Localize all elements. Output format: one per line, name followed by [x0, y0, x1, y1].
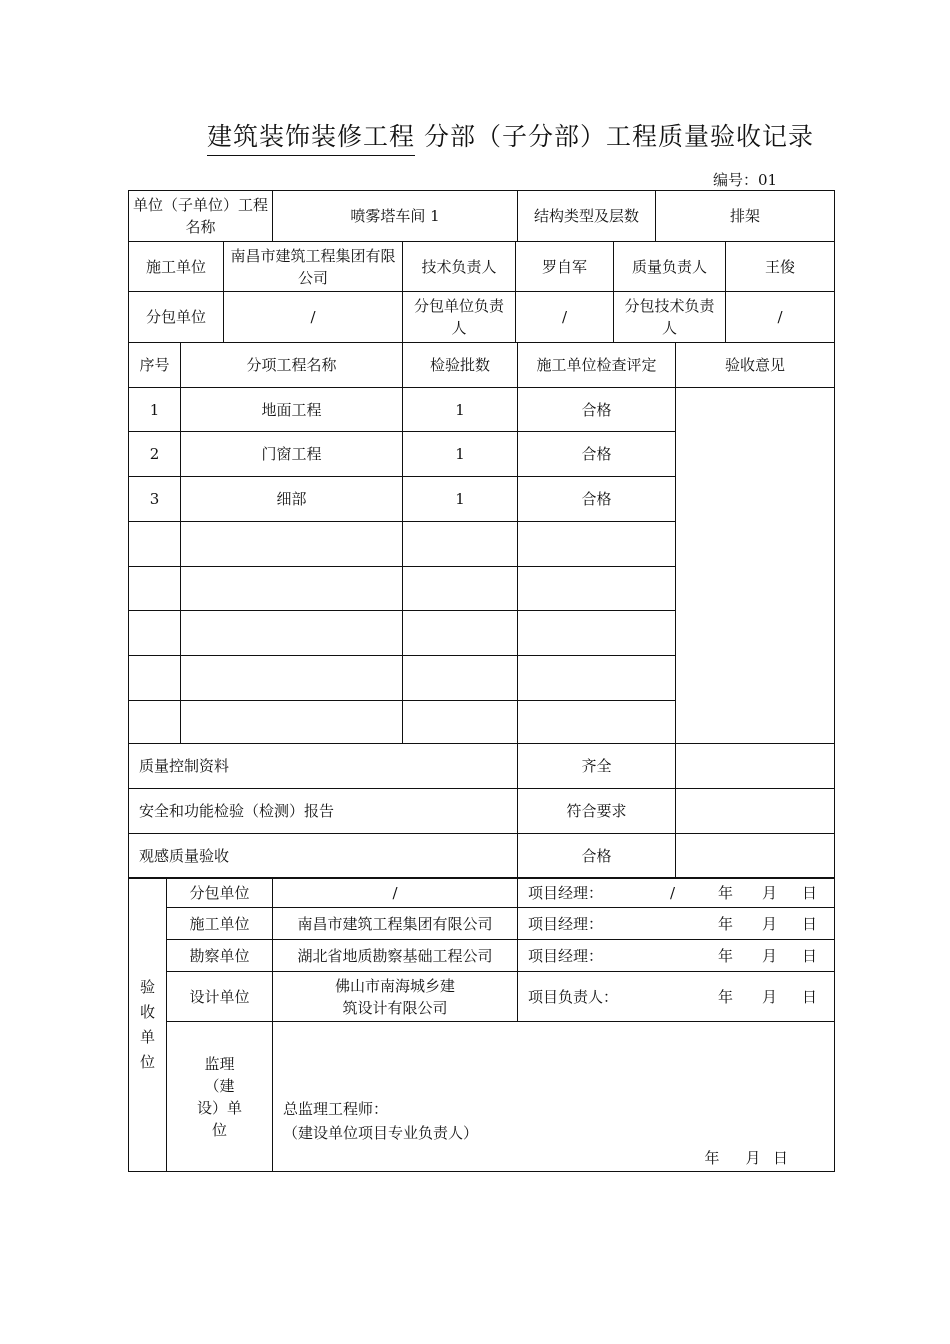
row-builder-eval: 合格: [518, 477, 676, 522]
row-batch-count: 1: [403, 388, 518, 432]
structure-value: 排架: [656, 191, 835, 242]
summary-label: 观感质量验收: [129, 834, 518, 879]
info-row-builder: [128, 241, 835, 292]
supervisor-year: 年: [704, 1149, 720, 1167]
acceptance-row: [129, 878, 835, 908]
acceptance-row: [129, 940, 835, 972]
row-item-name: [181, 656, 403, 701]
acceptance-row: [129, 908, 835, 940]
acceptance-sign-cell: [518, 908, 835, 940]
items-table: [128, 342, 835, 879]
document-title: [207, 117, 814, 156]
row-builder-eval: [518, 567, 676, 611]
sign-year: 年: [718, 987, 734, 1006]
builder-label: 施工单位: [129, 242, 224, 292]
acceptance-unit-name: /: [273, 878, 518, 908]
sign-month: 月: [762, 883, 778, 902]
row-item-name: [181, 611, 403, 656]
info-row-subcontract: [128, 291, 835, 343]
row-batch-count: [403, 567, 518, 611]
row-builder-eval: [518, 522, 676, 567]
acceptance-unit-name: 南昌市建筑工程集团有限公司: [273, 908, 518, 940]
header-seq: 序号: [129, 343, 181, 388]
row-seq: [129, 611, 181, 656]
summary-opinion: [676, 744, 835, 789]
sign-year: 年: [718, 914, 734, 933]
sign-role: 项目经理：: [528, 883, 604, 902]
row-item-name: [181, 567, 403, 611]
sign-day: 日: [802, 914, 818, 933]
row-item-name: 细部: [181, 477, 403, 522]
sign-mark: /: [670, 883, 676, 902]
row-seq: [129, 701, 181, 744]
row-seq: 3: [129, 477, 181, 522]
tech-lead-label: 技术负责人: [403, 242, 516, 292]
summary-value: 符合要求: [518, 789, 676, 834]
info-row-unit: [128, 190, 835, 242]
acceptance-row: [129, 972, 835, 1022]
tech-lead-value: 罗自军: [516, 242, 614, 292]
sign-role: 项目经理：: [528, 946, 604, 965]
sign-year: 年: [718, 883, 734, 902]
row-batch-count: [403, 656, 518, 701]
acceptance-unit: 勘察单位: [167, 940, 273, 972]
summary-value: 齐全: [518, 744, 676, 789]
acceptance-sign-cell: [518, 940, 835, 972]
row-seq: [129, 656, 181, 701]
acceptance-unit: 施工单位: [167, 908, 273, 940]
quality-lead-value: 王俊: [726, 242, 835, 292]
row-builder-eval: 合格: [518, 388, 676, 432]
supervisor-engineer-label: 总监理工程师：: [283, 1100, 389, 1118]
sign-day: 日: [802, 987, 818, 1006]
title-record-name: 分部（子分部）工程质量验收记录: [415, 122, 814, 151]
acceptance-unit-name: 佛山市南海城乡建筑设计有限公司: [273, 972, 518, 1022]
sign-role: 项目经理：: [528, 914, 604, 933]
row-seq: [129, 522, 181, 567]
supervisor-day: 日: [773, 1149, 789, 1167]
acceptance-sign-cell: [518, 972, 835, 1022]
sub-value: /: [224, 292, 403, 343]
row-batch-count: 1: [403, 432, 518, 477]
acceptance-side-text: 验收单位: [139, 977, 155, 1071]
summary-row: [129, 744, 835, 789]
row-batch-count: [403, 522, 518, 567]
unit-name-label: 单位（子单位）工程名称: [129, 191, 273, 242]
summary-opinion: [676, 834, 835, 879]
summary-row: [129, 789, 835, 834]
summary-opinion: [676, 789, 835, 834]
sub-lead-value: /: [516, 292, 614, 343]
summary-label: 质量控制资料: [129, 744, 518, 789]
row-builder-eval: [518, 656, 676, 701]
sign-month: 月: [762, 914, 778, 933]
supervisor-unit: [167, 1022, 273, 1172]
supervisor-row: [129, 1022, 835, 1172]
supervisor-sign-cell: [273, 1022, 835, 1172]
document-code: 编号：01: [713, 171, 778, 189]
acceptance-table: [128, 877, 835, 1172]
acceptance-opinion-cell: [676, 388, 835, 744]
supervisor-month: 月: [745, 1149, 761, 1167]
acceptance-side-label: [129, 878, 167, 1172]
acceptance-unit: 设计单位: [167, 972, 273, 1022]
row-builder-eval: [518, 611, 676, 656]
sign-role: 项目负责人：: [528, 987, 619, 1006]
structure-label: 结构类型及层数: [518, 191, 656, 242]
supervisor-owner-label: （建设单位项目专业负责人）: [283, 1124, 479, 1142]
row-builder-eval: [518, 701, 676, 744]
header-builder-eval: 施工单位检查评定: [518, 343, 676, 388]
row-builder-eval: 合格: [518, 432, 676, 477]
row-item-name: [181, 701, 403, 744]
quality-lead-label: 质量负责人: [614, 242, 726, 292]
sub-tech-label: 分包技术负责人: [614, 292, 726, 343]
sign-day: 日: [802, 883, 818, 902]
row-seq: [129, 567, 181, 611]
row-seq: 2: [129, 432, 181, 477]
supervisor-unit-label: 监理（建设）单位: [196, 1054, 242, 1139]
row-batch-count: 1: [403, 477, 518, 522]
header-batch-count: 检验批数: [403, 343, 518, 388]
sub-tech-value: /: [726, 292, 835, 343]
row-item-name: [181, 522, 403, 567]
sign-year: 年: [718, 946, 734, 965]
summary-row: [129, 834, 835, 879]
acceptance-unit: 分包单位: [167, 878, 273, 908]
acceptance-sign-cell: [518, 878, 835, 908]
summary-value: 合格: [518, 834, 676, 879]
acceptance-unit-name: 湖北省地质勘察基础工程公司: [273, 940, 518, 972]
header-acceptance-opinion: 验收意见: [676, 343, 835, 388]
sign-month: 月: [762, 946, 778, 965]
row-batch-count: [403, 611, 518, 656]
items-header-row: [129, 343, 835, 388]
summary-label: 安全和功能检验（检测）报告: [129, 789, 518, 834]
sub-label: 分包单位: [129, 292, 224, 343]
sub-lead-label: 分包单位负责人: [403, 292, 516, 343]
sign-month: 月: [762, 987, 778, 1006]
header-item-name: 分项工程名称: [181, 343, 403, 388]
builder-value: 南昌市建筑工程集团有限公司: [224, 242, 403, 292]
row-seq: 1: [129, 388, 181, 432]
title-project-type: 建筑装饰装修工程: [207, 117, 415, 156]
unit-name-value: 喷雾塔车间 1: [273, 191, 518, 242]
row-item-name: 地面工程: [181, 388, 403, 432]
row-item-name: 门窗工程: [181, 432, 403, 477]
row-batch-count: [403, 701, 518, 744]
table-row: [129, 388, 835, 432]
sign-day: 日: [802, 946, 818, 965]
